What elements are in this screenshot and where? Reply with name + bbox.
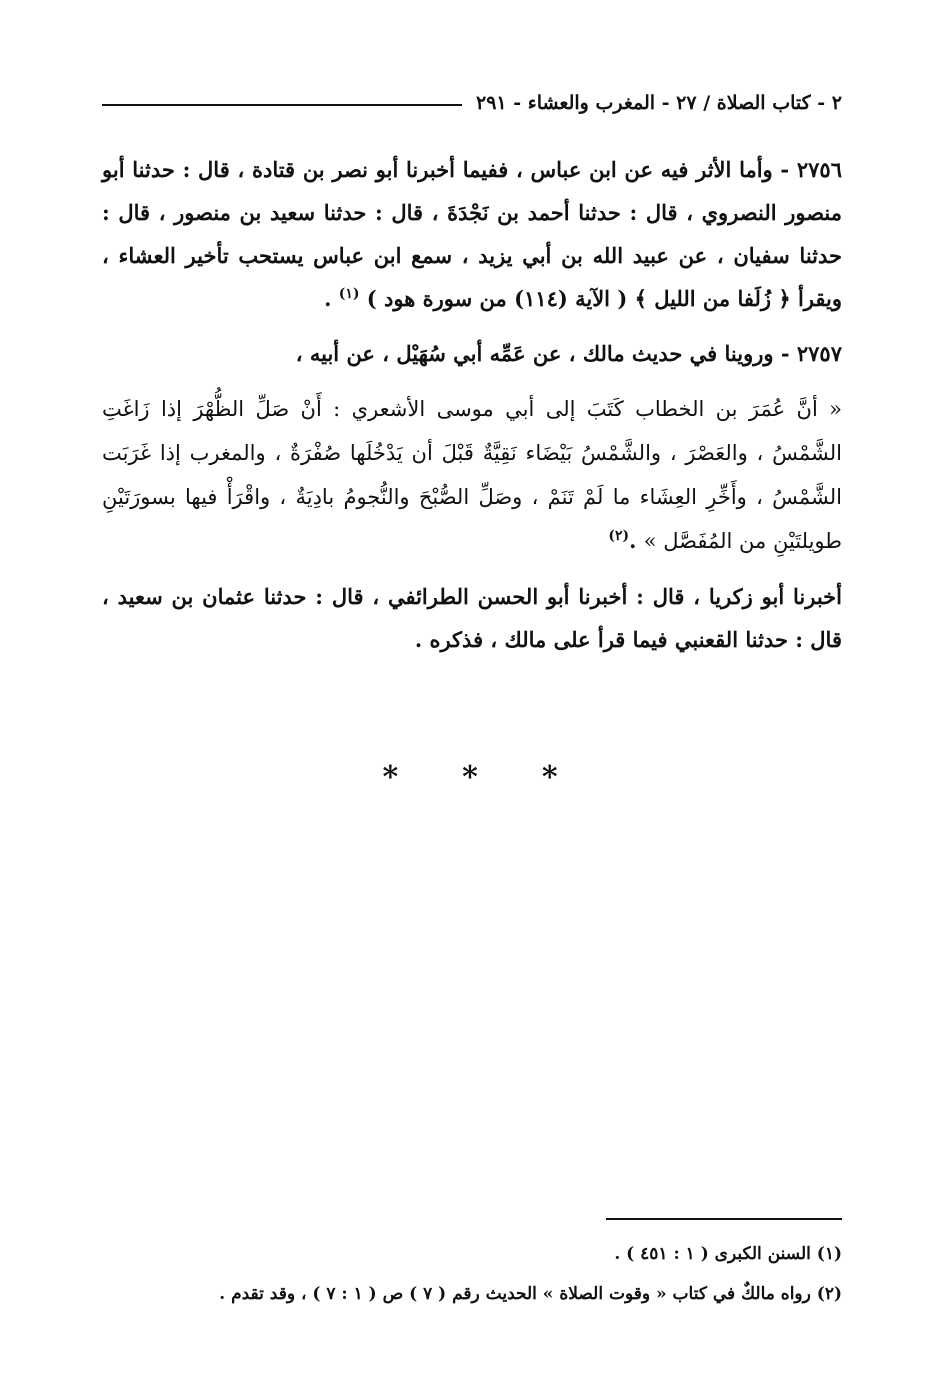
footnote-reference[interactable]: (١)	[338, 286, 360, 302]
running-title: ٢ - كتاب الصلاة / ٢٧ - المغرب والعشاء - ٢٩١	[476, 92, 842, 114]
footnotes	[102, 1236, 842, 1316]
footnote: (١) السنن الكبرى ( ١ : ٤٥١ ) .	[614, 1244, 842, 1264]
quote-text: « أنَّ عُمَرَ بن الخطاب كَتَبَ إلى أبي موسى الأشعري : أَنْ صَلِّ الظُّهْرَ إذا زَاغَتِ الشَّمْسُ ، والعَصْرَ ، والشَّمْسُ بَيْضَاء نَقِيَّةٌ قَبْلَ أن يَدْخُلَها صُفْرَةٌ ، والمغرب إذا غَرَبَت الشَّمْسُ ، وأَخِّرِ العِشَاء ما لَمْ تَنَمْ ، وصَلِّ الصُّبْحَ والنُّجومُ بادِيَةٌ ، واقْرَأْ فيها بسورَتَيْنِ طويلتَيْنِ من المُفَصَّل »	[102, 397, 842, 553]
header-rule	[102, 104, 462, 106]
paragraph-text: - وأما الأثر فيه عن ابن عباس ، ففيما أخبرنا أبو نصر بن قتادة ، قال : حدثنا أبو منصور النصروي ، قال : حدثنا أحمد بن نَجْدَةَ ، قال : حدثنا سعيد بن منصور ، قال : حدثنا سفيان ، عن عبيد الله بن أبي يزيد ، سمع ابن عباس يستحب تأخير العشاء ، ويقرأ ﴿ زُلَفا من الليل ﴾ ( الآية (١١٤) من سورة هود )	[102, 157, 842, 311]
footnote-reference[interactable]: (٢)	[608, 528, 630, 544]
paragraph-text: - وروينا في حديث مالك ، عن عَمِّه أبي سُهَيْل ، عن أبيه ،	[295, 341, 797, 366]
hadith-number: ٢٧٥٦	[796, 157, 842, 182]
separator-star: *	[382, 760, 399, 795]
footnote: (٢) رواه مالكٌ في كتاب « وقوت الصلاة » الحديث رقم ( ٧ ) ص ( ١ : ٧ ) ، وقد تقدم .	[219, 1284, 842, 1304]
paragraph-text: أخبرنا أبو زكريا ، قال : أخبرنا أبو الحسن الطرائفي ، قال : حدثنا عثمان بن سعيد ، قال : حدثنا القعنبي فيما قرأ على مالك ، فذكره .	[102, 584, 842, 652]
paragraph-tail: .	[629, 528, 644, 553]
separator-star: *	[462, 760, 478, 795]
running-header	[102, 88, 842, 118]
separator-star: *	[541, 760, 558, 795]
quoted-hadith	[102, 387, 842, 563]
section-separator	[0, 760, 940, 795]
chain-paragraph	[102, 575, 842, 661]
hadith-paragraph	[102, 332, 842, 375]
main-text	[102, 148, 842, 673]
hadith-number: ٢٧٥٧	[796, 341, 842, 366]
footnote-rule	[606, 1218, 842, 1220]
paragraph-tail: .	[324, 286, 339, 311]
hadith-paragraph	[102, 148, 842, 320]
